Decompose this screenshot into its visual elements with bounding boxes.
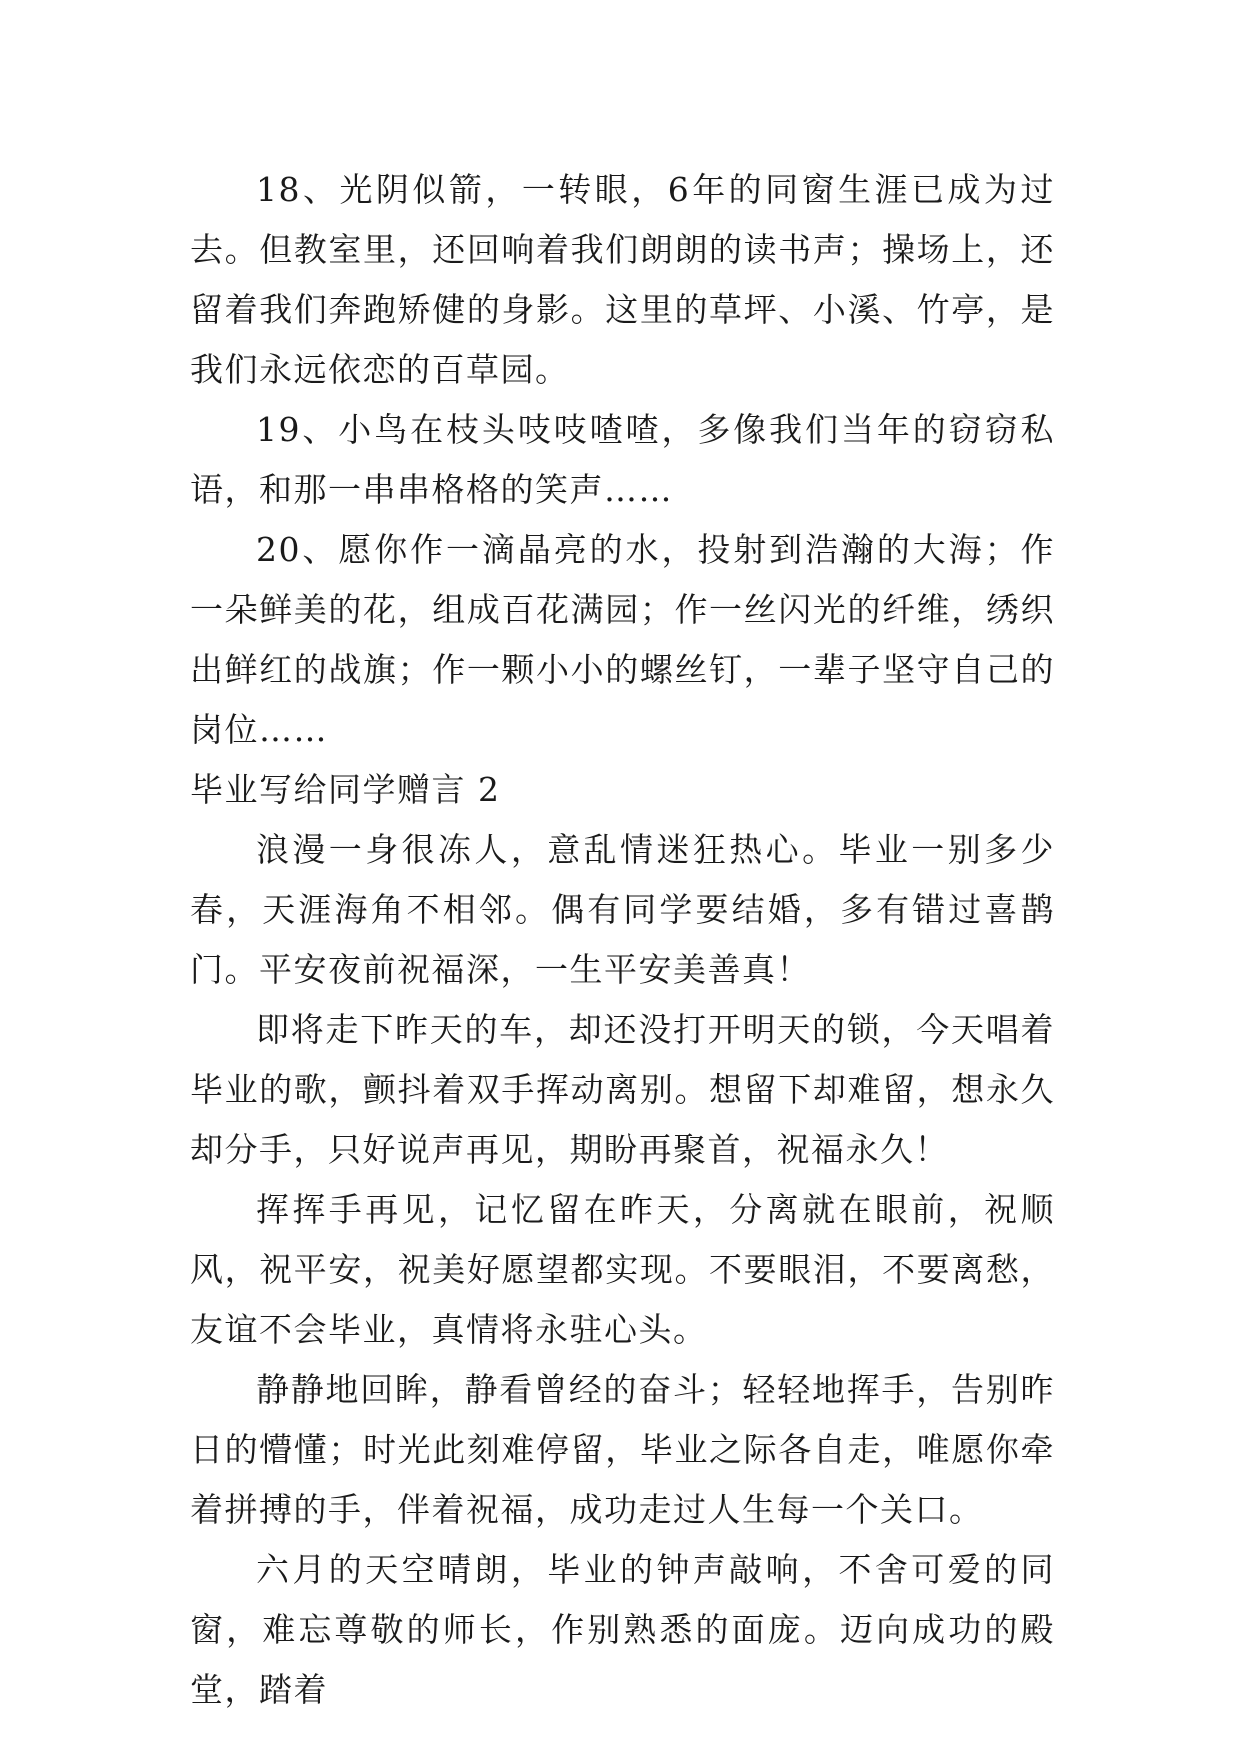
- paragraph-blessing-4: 静静地回眸，静看曾经的奋斗；轻轻地挥手，告别昨日的懵懂；时光此刻难停留，毕业之际各自走，唯愿你牵着拼搏的手，伴着祝福，成功走过人生每一个关口。: [190, 1370, 1055, 1529]
- paragraph-19: 19、小鸟在枝头吱吱喳喳，多像我们当年的窃窃私语，和那一串串格格的笑声……: [190, 410, 1055, 509]
- paragraph-20: 20、愿你作一滴晶亮的水，投射到浩瀚的大海；作一朵鲜美的花，组成百花满园；作一丝闪光的纤维，绣织出鲜红的战旗；作一颗小小的螺丝钉，一辈子坚守自己的岗位……: [190, 530, 1055, 749]
- paragraph-18: 18、光阴似箭，一转眼，6年的同窗生涯已成为过去。但教室里，还回响着我们朗朗的读书声；操场上，还留着我们奔跑矫健的身影。这里的草坪、小溪、竹亭，是我们永远依恋的百草园。: [190, 170, 1055, 389]
- paragraph-blessing-5: 六月的天空晴朗，毕业的钟声敲响，不舍可爱的同窗，难忘尊敬的师长，作别熟悉的面庞。迈向成功的殿堂，踏着: [190, 1550, 1055, 1709]
- paragraph-blessing-1: 浪漫一身很冻人，意乱情迷狂热心。毕业一别多少春，天涯海角不相邻。偶有同学要结婚，多有错过喜鹊门。平安夜前祝福深，一生平安美善真！: [190, 830, 1055, 989]
- paragraph-blessing-2: 即将走下昨天的车，却还没打开明天的锁，今天唱着毕业的歌，颤抖着双手挥动离别。想留下却难留，想永久却分手，只好说声再见，期盼再聚首，祝福永久！: [190, 1010, 1055, 1169]
- document-body: [190, 160, 1055, 1720]
- section-heading: 毕业写给同学赠言 2: [190, 770, 501, 809]
- paragraph-blessing-3: 挥挥手再见，记忆留在昨天，分离就在眼前，祝顺风，祝平安，祝美好愿望都实现。不要眼泪，不要离愁，友谊不会毕业，真情将永驻心头。: [190, 1190, 1055, 1349]
